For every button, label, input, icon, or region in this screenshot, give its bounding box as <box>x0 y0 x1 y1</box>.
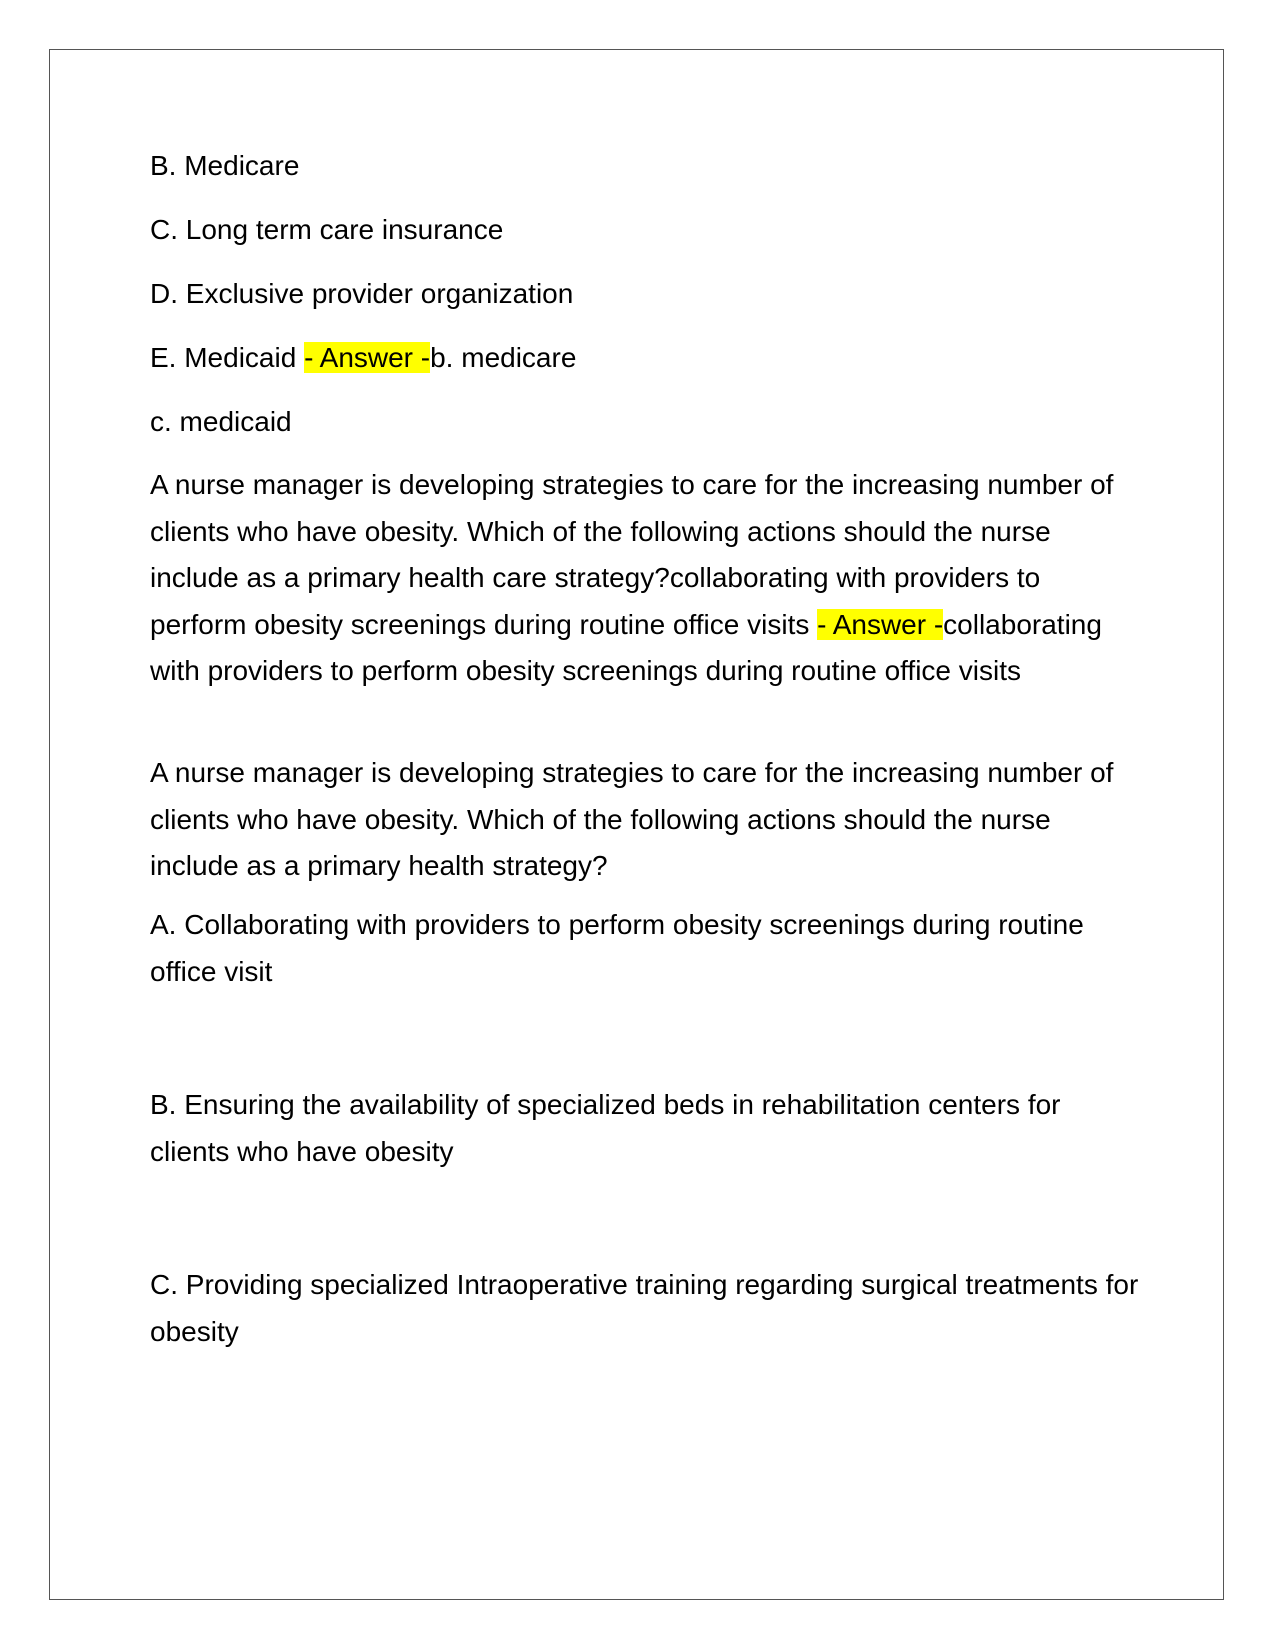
question-1-text: A nurse manager is developing strategies to care for the increasing number of clients who have obesity. Which of the following actions should the nurse include as a primary health care strategy?collaborating with providers to perform obesity screenings during routine office visits <box>150 469 1114 640</box>
answer-line-prefix: E. Medicaid <box>150 342 305 373</box>
option-e-answer-line <box>150 340 576 376</box>
answer-medicaid: c. medicaid <box>150 406 292 437</box>
question-2-option-b: B. Ensuring the availability of specialized beds in rehabilitation centers for clients who have obesity <box>150 1089 1061 1167</box>
question-2-option-a: A. Collaborating with providers to perform obesity screenings during routine office visit <box>150 909 1084 987</box>
question-1-answer: collaborating with providers to perform obesity screenings during routine office visits <box>150 608 1102 686</box>
question-1-paragraph <box>150 462 1140 695</box>
option-b-medicare: B. Medicare <box>150 150 300 181</box>
question-2-paragraph: A nurse manager is developing strategies to care for the increasing number of clients who have obesity. Which of the following actions should the nurse include as a primary health strategy? <box>150 757 1114 881</box>
question-1-answer-highlight: - Answer - <box>817 608 944 640</box>
question-2-option-c: C. Providing specialized Intraoperative training regarding surgical treatments for obesity <box>150 1269 1139 1347</box>
answer-line-suffix: b. medicare <box>430 342 577 373</box>
answer-highlight: - Answer - <box>304 342 431 373</box>
option-d-exclusive-provider: D. Exclusive provider organization <box>150 278 574 309</box>
option-c-long-term-care: C. Long term care insurance <box>150 214 504 245</box>
